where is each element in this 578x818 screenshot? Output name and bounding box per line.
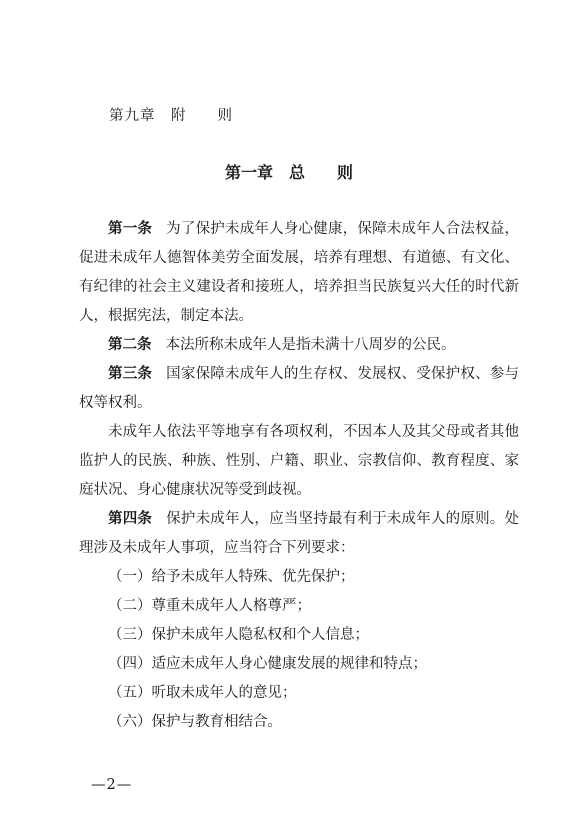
chapter-title: 第一章 总 则 <box>224 163 353 182</box>
requirement-item: （五）听取未成年人的意见； <box>108 685 297 701</box>
article-text: 国家保障未成年人的生存权、发展权、受保护权、参与权等权利。 <box>79 366 520 411</box>
article-text: 为了保护未成年人身心健康，保障未成年人合法权益，促进未成年人德智体美劳全面发展，培养有理想、有道德、有文化、有纪律的社会主义建设者和接班人，培养担当民族复兴大任的时代新人，根据宪法，制定本法。 <box>79 221 520 324</box>
article-number: 第二条 <box>108 337 152 353</box>
law-text-body <box>79 215 519 737</box>
article-4 <box>79 505 519 563</box>
requirement-item: （一）给予未成年人特殊、优先保护； <box>108 569 355 585</box>
article-3 <box>79 360 519 418</box>
toc-entry-chapter-9: 第九章 附 则 <box>109 108 233 124</box>
article-number: 第三条 <box>108 366 153 382</box>
article-text: 保护未成年人，应当坚持最有利于未成年人的原则。处理涉及未成年人事项，应当符合下列要求： <box>79 511 520 556</box>
requirement-item: （四）适应未成年人身心健康发展的规律和特点； <box>108 656 427 672</box>
requirement-item: （二）尊重未成年人人格尊严； <box>108 598 311 614</box>
article-number: 第一条 <box>108 221 153 237</box>
page-number: —2— <box>91 777 133 793</box>
article-2 <box>79 331 519 360</box>
article-1 <box>79 215 519 331</box>
article-3-paragraph-2: 未成年人依法平等地享有各项权利，不因本人及其父母或者其他监护人的民族、种族、性别、户籍、职业、宗教信仰、教育程度、家庭状况、身心健康状况等受到歧视。 <box>79 424 519 498</box>
article-text: 本法所称未成年人是指未满十八周岁的公民。 <box>165 337 456 353</box>
article-number: 第四条 <box>108 511 153 527</box>
requirement-item: （三）保护未成年人隐私权和个人信息； <box>108 627 369 643</box>
requirement-item: （六）保护与教育相结合。 <box>108 714 282 730</box>
